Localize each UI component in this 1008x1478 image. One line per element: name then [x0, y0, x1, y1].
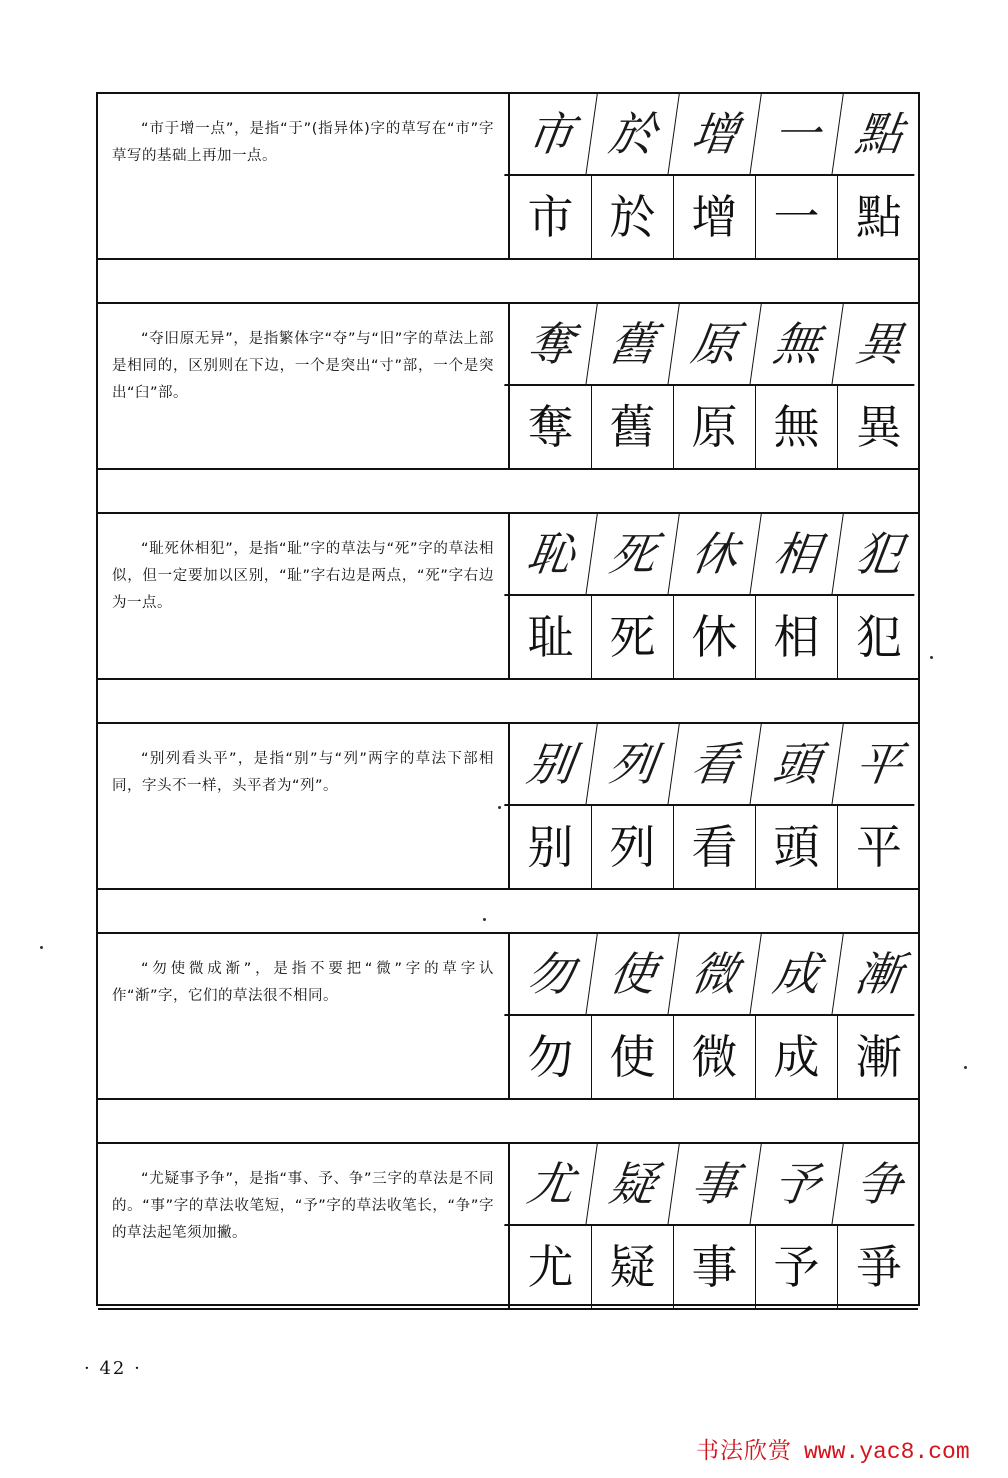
- cursive-character: 疑: [586, 1144, 680, 1226]
- cursive-character: 别: [504, 724, 598, 806]
- cursive-character: 平: [832, 724, 926, 806]
- section-divider-band: [98, 1100, 918, 1144]
- cursive-character: 於: [586, 94, 680, 176]
- regular-character: 使: [592, 1016, 674, 1098]
- cursive-character: 奪: [504, 304, 598, 386]
- watermark-url[interactable]: www.yac8.com: [804, 1439, 970, 1465]
- rule-description-cell: [98, 304, 510, 468]
- regular-character: 漸: [856, 1030, 902, 1084]
- regular-character: 舊: [592, 386, 674, 468]
- rule-section: [98, 94, 918, 260]
- regular-character: 别: [510, 806, 592, 888]
- cursive-character: 舊: [586, 304, 680, 386]
- cursive-character: 休: [668, 514, 762, 596]
- rule-description-cell: [98, 1144, 510, 1308]
- regular-character: 異: [856, 400, 902, 454]
- section-divider-band: [98, 680, 918, 724]
- regular-character: 成: [756, 1016, 838, 1098]
- cursive-character: 成: [750, 934, 844, 1016]
- rule-section: [98, 724, 918, 890]
- rule-description: “市于增一点”，是指“于”(指异体)字的草写在“市”字草写的基础上再加一点。: [112, 121, 494, 164]
- regular-character: 事: [674, 1226, 756, 1308]
- regular-character: 休: [674, 596, 756, 678]
- regular-character: 列: [592, 806, 674, 888]
- character-grid: [510, 1144, 920, 1308]
- rule-description: “耻死休相犯”，是指“耻”字的草法与“死”字的草法相似，但一定要加以区别，“耻”字右边是两点，“死”字右边为一点。: [112, 541, 494, 611]
- regular-character: 疑: [592, 1226, 674, 1308]
- regular-character: 予: [756, 1226, 838, 1308]
- cursive-character: 列: [586, 724, 680, 806]
- cursive-character: 點: [832, 94, 926, 176]
- cursive-character: 異: [832, 304, 926, 386]
- section-divider-band: [98, 470, 918, 514]
- regular-character: 死: [592, 596, 674, 678]
- regular-character: 於: [592, 176, 674, 258]
- cursive-character: 頭: [750, 724, 844, 806]
- character-grid: [510, 304, 920, 468]
- watermark-site-name: 书法欣赏: [696, 1438, 792, 1464]
- rule-section: [98, 514, 918, 680]
- regular-character: 相: [756, 596, 838, 678]
- regular-character: 奪: [510, 386, 592, 468]
- cursive-character: 漸: [832, 934, 926, 1016]
- cursive-character: 原: [668, 304, 762, 386]
- print-speck: [964, 1066, 967, 1069]
- regular-character: 無: [756, 386, 838, 468]
- rule-description: “夺旧原无异”，是指繁体字“夺”与“旧”字的草法上部是相同的，区别则在下边，一个是突出“寸”部，一个是突出“臼”部。: [112, 331, 494, 401]
- section-divider-band: [98, 260, 918, 304]
- cursive-character: 予: [750, 1144, 844, 1226]
- print-speck: [483, 918, 486, 921]
- cursive-character: 死: [586, 514, 680, 596]
- regular-character: 尤: [510, 1226, 592, 1308]
- rule-description-cell: [98, 934, 510, 1098]
- cursive-character: 争: [832, 1144, 926, 1226]
- watermark: [696, 1432, 970, 1465]
- character-grid: [510, 94, 920, 258]
- regular-character: 看: [674, 806, 756, 888]
- character-grid: [510, 724, 920, 888]
- regular-character: 微: [674, 1016, 756, 1098]
- cursive-character: 一: [750, 94, 844, 176]
- print-speck: [930, 656, 933, 659]
- cursive-character: 看: [668, 724, 762, 806]
- page-number: · 42 ·: [84, 1358, 142, 1379]
- rule-description: “尤疑事予争”，是指“事、予、争”三字的草法是不同的。“事”字的草法收笔短，“予”字的草法收笔长，“争”字的草法起笔须加撇。: [112, 1171, 494, 1241]
- regular-character: 點: [856, 190, 902, 244]
- cursive-character: 市: [504, 94, 598, 176]
- print-speck: [498, 806, 501, 809]
- regular-character: 增: [674, 176, 756, 258]
- cursive-character: 勿: [504, 934, 598, 1016]
- cursive-character: 無: [750, 304, 844, 386]
- cursive-character: 犯: [832, 514, 926, 596]
- rule-description-cell: [98, 94, 510, 258]
- regular-character: 犯: [856, 610, 902, 664]
- rule-description: “别列看头平”，是指“别”与“列”两字的草法下部相同，字头不一样，头平者为“列”。: [112, 751, 494, 794]
- regular-character: 勿: [510, 1016, 592, 1098]
- section-divider-band: [98, 890, 918, 934]
- print-speck: [40, 946, 43, 949]
- character-grid: [510, 514, 920, 678]
- rule-section: [98, 934, 918, 1100]
- cursive-character: 尤: [504, 1144, 598, 1226]
- regular-character: 爭: [856, 1240, 902, 1294]
- regular-character: 原: [674, 386, 756, 468]
- character-grid: [510, 934, 920, 1098]
- regular-character: 頭: [756, 806, 838, 888]
- calligraphy-table: [96, 92, 920, 1306]
- regular-character: 市: [510, 176, 592, 258]
- regular-character: 一: [756, 176, 838, 258]
- cursive-character: 恥: [504, 514, 598, 596]
- cursive-character: 事: [668, 1144, 762, 1226]
- rule-description-cell: [98, 724, 510, 888]
- cursive-character: 使: [586, 934, 680, 1016]
- rule-description: “勿使微成渐”，是指不要把“微”字的草字认作“渐”字，它们的草法很不相同。: [112, 961, 494, 1004]
- regular-character: 耻: [510, 596, 592, 678]
- rule-description-cell: [98, 514, 510, 678]
- rule-section: [98, 1144, 918, 1310]
- cursive-character: 增: [668, 94, 762, 176]
- regular-character: 平: [856, 820, 902, 874]
- cursive-character: 微: [668, 934, 762, 1016]
- rule-section: [98, 304, 918, 470]
- cursive-character: 相: [750, 514, 844, 596]
